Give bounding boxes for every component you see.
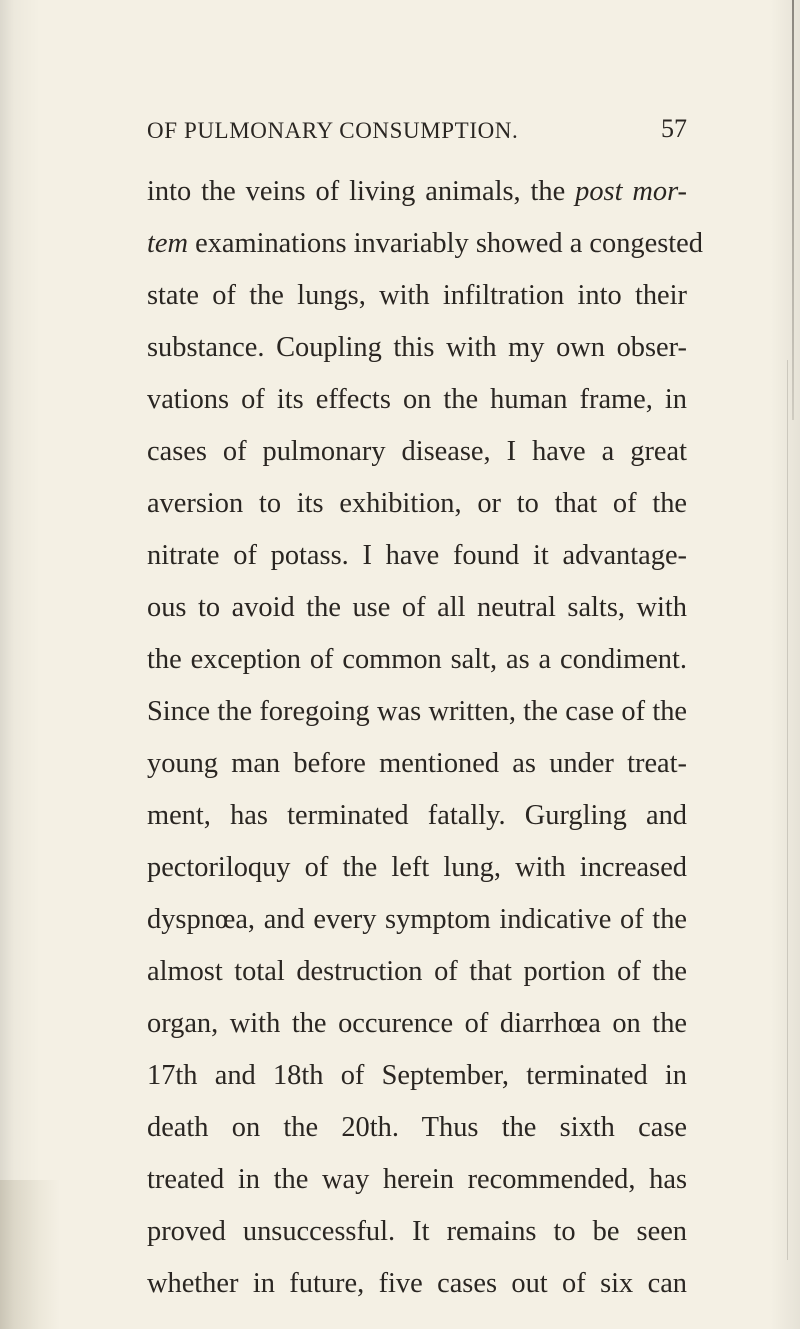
text-line: into the veins of living animals, the post mor- <box>147 176 688 207</box>
text-line: death on the 20th. Thus the sixth case <box>147 1112 687 1143</box>
text-line: proved unsuccessful. It remains to be seen <box>147 1216 687 1247</box>
text-line: almost total destruction of that portion of the <box>147 956 687 987</box>
text-line: 17th and 18th of September, terminated in <box>147 1060 687 1091</box>
body-text <box>147 166 703 1310</box>
text-line: vations of its effects on the human frame, in <box>147 384 687 415</box>
text-line: cases of pulmonary disease, I have a great <box>147 436 687 467</box>
text-line: young man before mentioned as under treat- <box>147 748 687 779</box>
text-line: ous to avoid the use of all neutral salts, with <box>147 592 687 623</box>
text-line: whether in future, five cases out of six can <box>147 1268 687 1299</box>
text-line: tem examinations invariably showed a congested <box>147 228 703 259</box>
italic-word: tem <box>147 228 188 259</box>
text-line: treated in the way herein recommended, has <box>147 1164 687 1195</box>
text-line: dyspnœa, and every symptom indicative of the <box>147 904 687 935</box>
text-line: nitrate of potass. I have found it advantage- <box>147 540 687 571</box>
text-line: the exception of common salt, as a condiment. <box>147 644 687 675</box>
page-number: 57 <box>661 114 687 143</box>
page-edge-line <box>787 360 788 1260</box>
text-line: organ, with the occurence of diarrhœa on the <box>147 1008 687 1039</box>
text-line: Since the foregoing was written, the case of the <box>147 696 687 727</box>
text-line: ment, has terminated fatally. Gurgling and <box>147 800 687 831</box>
text-line: substance. Coupling this with my own obser- <box>147 332 687 363</box>
page-edge-shadow <box>792 0 794 420</box>
text-line: state of the lungs, with infiltration into their <box>147 280 687 311</box>
text-line: pectoriloquy of the left lung, with increased <box>147 852 687 883</box>
paper-stain <box>0 1180 60 1329</box>
italic-word: post <box>575 176 623 207</box>
text-line: aversion to its exhibition, or to that of the <box>147 488 687 519</box>
running-head <box>147 114 687 150</box>
running-title: OF PULMONARY CONSUMPTION. <box>147 118 519 143</box>
italic-word: mor- <box>632 176 688 207</box>
